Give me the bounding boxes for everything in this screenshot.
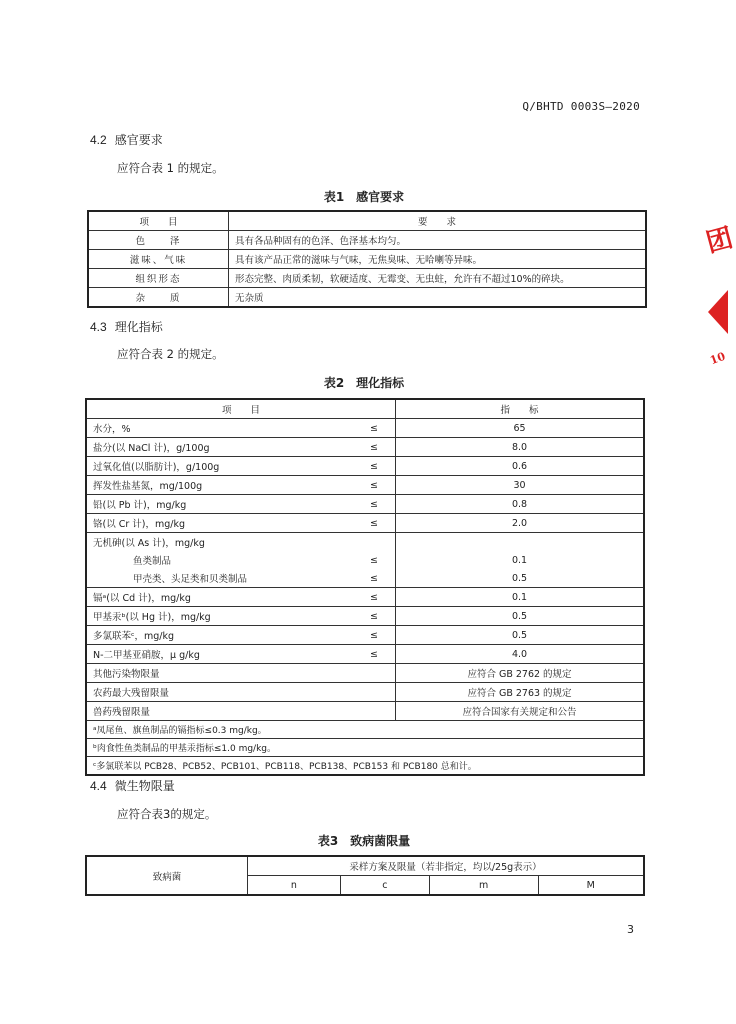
item-cell: 甲基汞ᵇ(以 Hg 计)，mg/kg [86, 607, 353, 626]
table1-caption: 表1 感官要求 [323, 190, 405, 204]
item-cell: 其他污染物限量 [86, 664, 396, 683]
item-cell: 滋味、气味 [88, 250, 229, 269]
table-row [86, 457, 644, 476]
header-cell: c [340, 876, 429, 896]
table-row [86, 495, 644, 514]
table-row [86, 514, 644, 533]
sub-item-cell: 甲壳类、头足类和贝类制品 [86, 569, 353, 588]
table-row [86, 664, 644, 683]
table3-caption: 表3 致病菌限量 [317, 834, 411, 848]
item-cell: 铬(以 Cr 计)，mg/kg [86, 514, 353, 533]
requirement-cell: 形态完整、肉质柔韧，软硬适度、无霉变、无虫蛀，允许有不超过10%的碎块。 [229, 269, 647, 288]
pathogen-table [85, 855, 645, 896]
header-cell: n [248, 876, 341, 896]
table2-caption: 表2 理化指标 [323, 376, 405, 390]
table-row [86, 683, 644, 702]
item-cell: 无机砷(以 As 计)，mg/kg [86, 533, 353, 552]
page-number: 3 [627, 923, 634, 936]
seal-stamp-fragment: 团 [703, 223, 736, 259]
standard-code: Q/BHTD 0003S—2020 [522, 100, 640, 113]
section-number: 4.2 [90, 133, 107, 147]
limit-cell: 0.8 [396, 495, 645, 514]
le-sign: ≤ [353, 551, 396, 569]
requirement-cell: 具有各品种固有的色泽、色泽基本均匀。 [229, 231, 647, 250]
item-cell: 组织形态 [88, 269, 229, 288]
table-row [86, 569, 644, 588]
limit-cell: 应符合 GB 2762 的规定 [396, 664, 645, 683]
limit-cell: 0.5 [396, 607, 645, 626]
limit-cell: 30 [396, 476, 645, 495]
le-sign: ≤ [353, 514, 396, 533]
le-sign: ≤ [353, 645, 396, 664]
requirement-cell: 具有该产品正常的滋味与气味，无焦臭味、无哈喇等异味。 [229, 250, 647, 269]
table-row [88, 288, 646, 308]
table-row [88, 269, 646, 288]
le-sign: ≤ [353, 457, 396, 476]
section-4-4-heading [90, 777, 175, 794]
limit-cell: 0.1 [396, 588, 645, 607]
table-row [88, 250, 646, 269]
item-cell: N-二甲基亚硝胺，μ g/kg [86, 645, 353, 664]
item-cell: 挥发性盐基氮，mg/100g [86, 476, 353, 495]
le-sign: ≤ [353, 495, 396, 514]
limit-cell: 0.1 [396, 551, 645, 569]
footnote: ᵇ肉食性鱼类制品的甲基汞指标≤1.0 mg/kg。 [86, 739, 644, 757]
item-cell: 色 泽 [88, 231, 229, 250]
sub-item-cell: 鱼类制品 [86, 551, 353, 569]
section-title: 感官要求 [114, 133, 163, 147]
item-cell: 多氯联苯ᶜ，mg/kg [86, 626, 353, 645]
section-4-3-heading [90, 318, 163, 335]
le-sign: ≤ [353, 476, 396, 495]
le-sign: ≤ [353, 438, 396, 457]
requirement-cell: 无杂质 [229, 288, 647, 308]
header-cell: 要 求 [229, 211, 647, 231]
le-sign: ≤ [353, 419, 396, 438]
seal-stamp-mark [708, 290, 728, 334]
header-cell: 项 目 [88, 211, 229, 231]
le-sign: ≤ [353, 607, 396, 626]
section-4-3-text: 应符合表 2 的规定。 [117, 347, 224, 361]
le-sign: ≤ [353, 569, 396, 588]
limit-cell: 0.5 [396, 626, 645, 645]
item-cell: 盐分(以 NaCl 计)，g/100g [86, 438, 353, 457]
table-row [86, 533, 644, 552]
table-row [86, 476, 644, 495]
table-note-row [86, 721, 644, 739]
le-sign: ≤ [353, 626, 396, 645]
table-row [86, 645, 644, 664]
table-note-row [86, 757, 644, 776]
seal-stamp-number: 10 [708, 349, 728, 368]
section-title: 理化指标 [114, 320, 163, 334]
table-header-row [88, 211, 646, 231]
section-4-4-text: 应符合表3的规定。 [117, 807, 217, 821]
header-cell: 项 目 [86, 399, 396, 419]
sensory-table [87, 210, 647, 308]
section-4-2-text: 应符合表 1 的规定。 [117, 161, 224, 175]
table-row [88, 231, 646, 250]
item-cell: 过氧化值(以脂肪计)，g/100g [86, 457, 353, 476]
footnote: ᶜ多氯联苯以 PCB28、PCB52、PCB101、PCB118、PCB138、PCB153 和 PCB180 总和计。 [86, 757, 644, 776]
limit-cell: 应符合 GB 2763 的规定 [396, 683, 645, 702]
limit-cell: 0.6 [396, 457, 645, 476]
limit-cell: 8.0 [396, 438, 645, 457]
le-sign: ≤ [353, 588, 396, 607]
footnote: ᵃ凤尾鱼、旗鱼制品的镉指标≤0.3 mg/kg。 [86, 721, 644, 739]
header-cell: 采样方案及限量（若非指定，均以/25g表示） [248, 856, 645, 876]
item-cell: 杂 质 [88, 288, 229, 308]
table-row [86, 551, 644, 569]
item-cell: 兽药残留限量 [86, 702, 396, 721]
limit-cell: 应符合国家有关规定和公告 [396, 702, 645, 721]
table-header-row [86, 399, 644, 419]
header-cell: 指 标 [396, 399, 645, 419]
table-note-row [86, 739, 644, 757]
table-header-row [86, 856, 644, 876]
table-row [86, 626, 644, 645]
header-cell: m [429, 876, 538, 896]
header-cell: M [538, 876, 644, 896]
section-title: 微生物限量 [114, 779, 175, 793]
physicochemical-table [85, 398, 645, 776]
limit-cell: 2.0 [396, 514, 645, 533]
item-cell: 镉ᵃ(以 Cd 计)，mg/kg [86, 588, 353, 607]
header-cell: 致病菌 [86, 856, 248, 895]
section-number: 4.4 [90, 779, 107, 793]
table-row [86, 438, 644, 457]
table-row [86, 702, 644, 721]
limit-cell: 0.5 [396, 569, 645, 588]
limit-cell: 65 [396, 419, 645, 438]
item-cell: 农药最大残留限量 [86, 683, 396, 702]
item-cell: 铅(以 Pb 计)，mg/kg [86, 495, 353, 514]
table-row [86, 607, 644, 626]
table-row [86, 588, 644, 607]
section-number: 4.3 [90, 320, 107, 334]
item-cell: 水分，% [86, 419, 353, 438]
section-4-2-heading [90, 131, 163, 148]
table-row [86, 419, 644, 438]
limit-cell: 4.0 [396, 645, 645, 664]
